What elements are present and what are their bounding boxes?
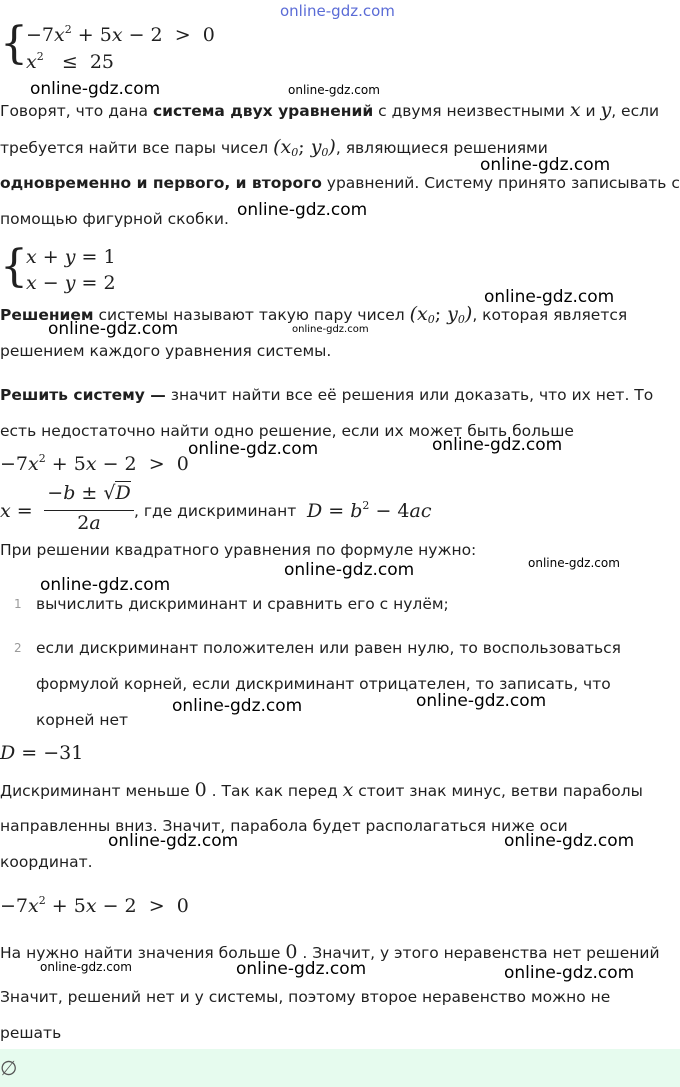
- list-number: 2: [14, 641, 22, 655]
- system1-line2: $x^2 \le 25$: [26, 50, 115, 73]
- explain-line3: координат.: [0, 853, 93, 871]
- watermark: online-gdz.com: [40, 960, 132, 974]
- watermark: online-gdz.com: [528, 556, 620, 570]
- solve-def-line2: есть недостаточно найти одно решение, если их может быть больше: [0, 422, 574, 440]
- system2-line2: x − y = 2: [26, 272, 116, 294]
- watermark: online-gdz.com: [504, 831, 635, 851]
- list-item: корней нет: [36, 711, 129, 729]
- watermark: online-gdz.com: [480, 155, 611, 175]
- need-line: На нужно найти значения больше 0 . Значит, у этого неравенства нет решений: [0, 941, 660, 963]
- list-item: формулой корней, если дискриминант отрицателен, то записать, что: [36, 675, 611, 693]
- watermark: online-gdz.com: [172, 696, 303, 716]
- solve-def-line1: Решить систему — значит найти все её решения или доказать, что их нет. То: [0, 386, 654, 404]
- watermark: online-gdz.com: [416, 691, 547, 711]
- discriminant-value: D = −31: [0, 742, 84, 764]
- conclusion-line2: решать: [0, 1024, 62, 1042]
- inequality-2: $-7x^2 + 5x - 2 > 0$: [0, 894, 189, 917]
- answer-value: ∅: [0, 1056, 18, 1080]
- explain-line2: направленны вниз. Значит, парабола будет располагаться ниже оси: [0, 817, 568, 835]
- watermark: online-gdz.com: [40, 575, 171, 595]
- quad-intro: При решении квадратного уравнения по формуле нужно:: [0, 541, 477, 559]
- explain-line1: Дискриминант меньше 0 . Так как перед x стоит знак минус, ветви параболы: [0, 779, 643, 801]
- list-number: 1: [14, 597, 22, 611]
- list-item: если дискриминант положителен или равен нулю, то воспользоваться: [36, 639, 621, 657]
- watermark: online-gdz.com: [108, 831, 239, 851]
- watermark: online-gdz.com: [292, 324, 369, 335]
- solution-def-line1: Решением системы называют такую пару чисел ($x_0$; $y_0$), которая является: [0, 303, 628, 326]
- watermark: online-gdz.com: [237, 200, 368, 220]
- watermark-top: online-gdz.com: [280, 2, 395, 20]
- system1-line1: $-7x^2 + 5x - 2 > 0$: [26, 23, 215, 46]
- solution-def-line2: решением каждого уравнения системы.: [0, 342, 332, 360]
- watermark: online-gdz.com: [30, 79, 161, 99]
- watermark: online-gdz.com: [284, 560, 415, 580]
- watermark: online-gdz.com: [288, 83, 380, 97]
- watermark: online-gdz.com: [484, 287, 615, 307]
- intro-line3: одновременно и первого, и второго уравнений. Систему принято записывать с: [0, 174, 680, 192]
- list-item: вычислить дискриминант и сравнить его с нулём;: [36, 595, 449, 613]
- watermark: online-gdz.com: [48, 319, 179, 339]
- intro-line1: Говорят, что дана система двух уравнений с двумя неизвестными x и y, если: [0, 99, 660, 121]
- watermark: online-gdz.com: [188, 439, 319, 459]
- answer-box: [0, 1049, 680, 1087]
- brace-icon: {: [0, 241, 28, 292]
- system2-line1: x + y = 1: [26, 246, 116, 268]
- intro-line2: требуется найти все пары чисел ($x_0$; $y_0$), являющиеся решениями: [0, 136, 548, 159]
- watermark: online-gdz.com: [504, 963, 635, 983]
- watermark: online-gdz.com: [236, 959, 367, 979]
- brace-icon: {: [0, 18, 28, 69]
- watermark: online-gdz.com: [432, 435, 563, 455]
- conclusion-line1: Значит, решений нет и у системы, поэтому второе неравенство можно не: [0, 988, 611, 1006]
- intro-line4: помощью фигурной скобки.: [0, 210, 229, 228]
- inequality-1: $-7x^2 + 5x - 2 > 0$: [0, 452, 189, 475]
